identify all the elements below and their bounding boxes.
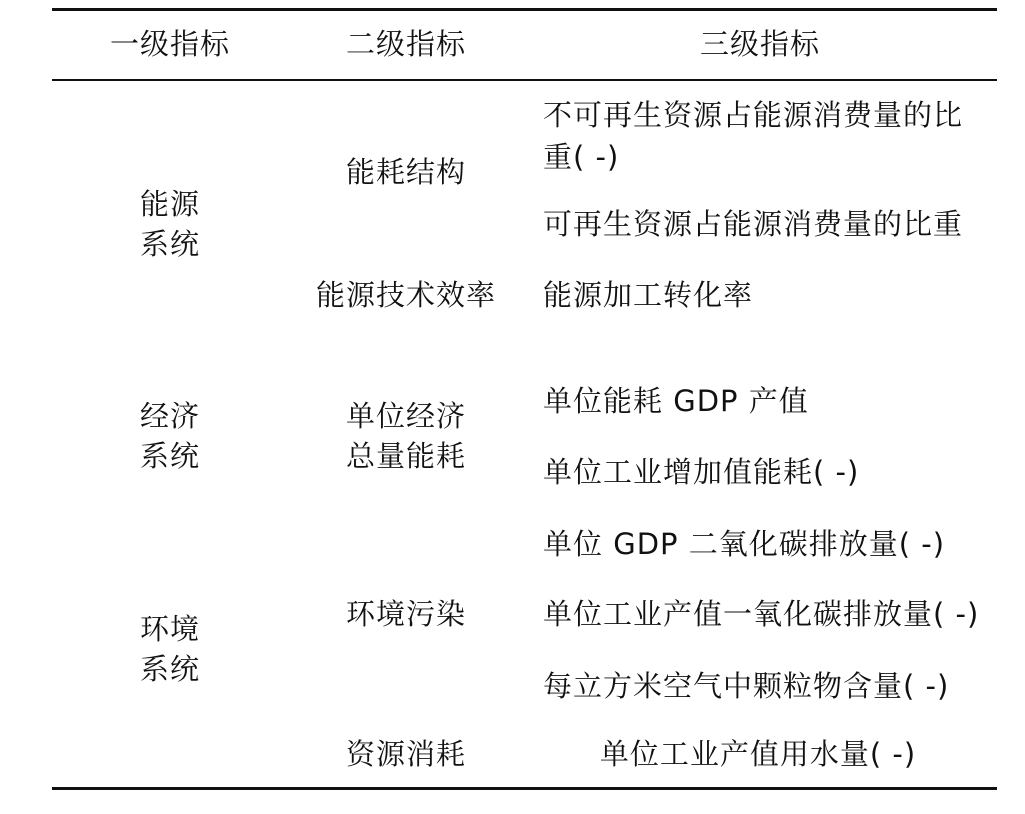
level2-energy-tech-efficiency: 能源技术效率 (315, 278, 497, 312)
level2-environmental-pollution: 环境污染 (345, 597, 467, 631)
table-bottom-rule (52, 787, 997, 790)
table-top-rule (52, 8, 997, 11)
level3-energy-conversion-rate: 能源加工转化率 (543, 278, 754, 312)
level3-particulate-per-m3: 每立方米空气中颗粒物含量( -) (543, 669, 950, 703)
header-level3: 三级指标 (699, 27, 821, 61)
level3-co2-per-gdp: 单位 GDP 二氧化碳排放量( -) (543, 527, 946, 561)
level3-nonrenewable-share: 不可再生资源占能源消费量的比重( -) (543, 98, 964, 174)
header-level2: 二级指标 (345, 27, 467, 61)
level3-water-per-industrial-output: 单位工业产值用水量( -) (599, 737, 917, 771)
level1-economic-system: 经济 系统 (139, 399, 201, 473)
level2-energy-per-economic-output: 单位经济 总量能耗 (345, 399, 467, 473)
level2-resource-consumption: 资源消耗 (345, 737, 467, 771)
level1-energy-system: 能源 系统 (139, 187, 201, 261)
level3-energy-per-industrial-value: 单位工业增加值能耗( -) (543, 455, 860, 489)
table-header-rule (52, 79, 997, 81)
level3-renewable-share: 可再生资源占能源消费量的比重 (543, 207, 964, 241)
level3-gdp-per-energy: 单位能耗 GDP 产值 (543, 384, 809, 418)
level2-energy-structure: 能耗结构 (345, 155, 467, 189)
level3-co-per-industrial-output: 单位工业产值一氧化碳排放量( -) (543, 597, 980, 631)
header-level1: 一级指标 (109, 27, 231, 61)
level1-environment-system: 环境 系统 (139, 612, 201, 686)
